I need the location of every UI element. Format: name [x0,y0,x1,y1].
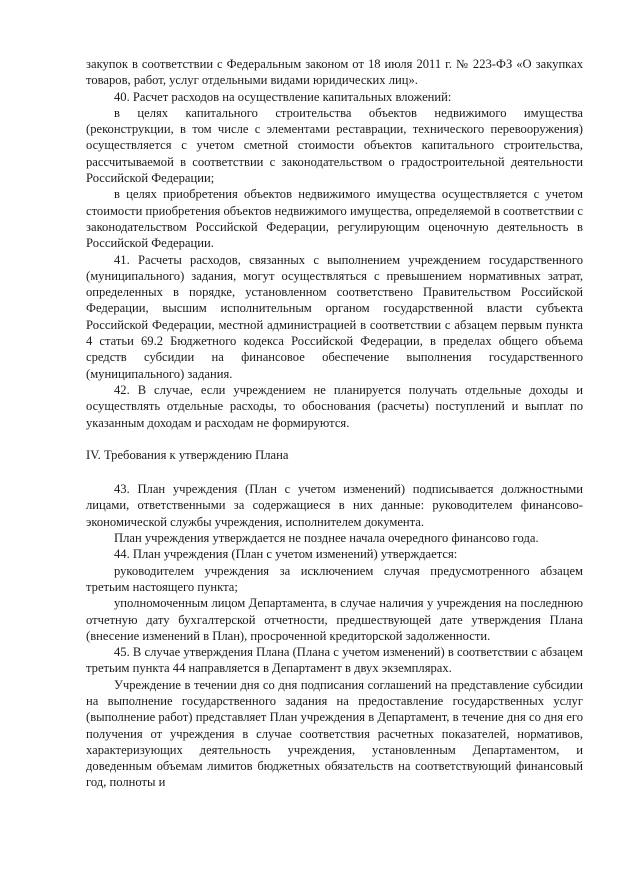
paragraph-44-head: руководителем учреждения за исключением случая предусмотренного абзацем третьим настоящего пункта; [86,563,583,594]
paragraph-45: 45. В случае утверждения Плана (Плана с учетом изменений) в соответствии с абзацем третьим пункта 44 направляется в Департамент в двух экземплярах. [86,645,583,676]
paragraph-40-construction: в целях капитального строительства объектов недвижимого имущества (реконструкции, в том числе с элементами реставрации, технического перевооружения) осуществляется с учетом сметной стоимости объектов капитального строительства, рассчитываемой в соответствии с законодательством о градостроительной деятельности Российской Федерации; [86,105,583,186]
paragraph-submission: Учреждение в течении дня со дня подписания соглашений на представление субсидии на выполнение государственного задания на предоставление государственных услуг (выполнение работ) представляет План учреждения в Департамент, в течение дня со дня его получения от учреждения в случае соответствия расчетных показателей, нормативов, характеризующих деятельность учреждения, установленным Департаментом, и доведенным объемам лимитов бюджетных обязательств на соответствующий финансовый год, полноты и [86,677,583,790]
paragraph-42: 42. В случае, если учреждением не планируется получать отдельные доходы и осуществлять отдельные расходы, то обоснования (расчеты) поступлений и выплат по указанным доходам и расходам не формируются. [86,382,583,430]
paragraph-44-authorized: уполномоченным лицом Департамента, в случае наличия у учреждения на последнюю отчетную дату бухгалтерской отчетности, предшествующей дате утверждения Плана (внесение изменений в План), просроченной кредиторской задолженности. [86,596,583,643]
paragraph-44: 44. План учреждения (План с учетом изменений) утверждается: [114,547,458,562]
paragraph-plan-deadline: План учреждения утверждается не позднее начала очередного финансово года. [114,531,539,546]
paragraph-43: 43. План учреждения (План с учетом изменений) подписывается должностными лицами, ответственными за содержащиеся в них данные: руководителем финансово-экономической службы учреждения, исполнителем документа. [86,482,583,529]
section-heading: IV. Требования к утверждению Плана [86,447,289,462]
paragraph-40: 40. Расчет расходов на осуществление капитальных вложений: [114,89,452,104]
paragraph-40-acquisition: в целях приобретения объектов недвижимого имущества осуществляется с учетом стоимости приобретения объектов недвижимого имущества, определяемой в соответствии с законодательством Российской Федерации, регулирующим оценочную деятельность в Российской Федерации. [86,187,583,251]
paragraph-purchases-law: закупок в соответствии с Федеральным законом от 18 июля 2011 г. № 223-ФЗ «О закупках товаров, работ, услуг отдельными видами юридических лиц». [86,57,583,88]
paragraph-41: 41. Расчеты расходов, связанных с выполнением учреждением государственного (муниципального) задания, могут осуществляться с превышением нормативных затрат, определенных в порядке, установленном соответствено Правительством Российской Федерации, высшим исполнительным органом государственной власти субъекта Российской Федерации, местной администрацией в соответствии с абзацем первым пункта 4 статьи 69.2 Бюджетного кодекса Российской Федерации, в пределах общего объема средств субсидии на финансовое обеспечение выполнения государственного (муниципального) задания. [86,252,583,381]
